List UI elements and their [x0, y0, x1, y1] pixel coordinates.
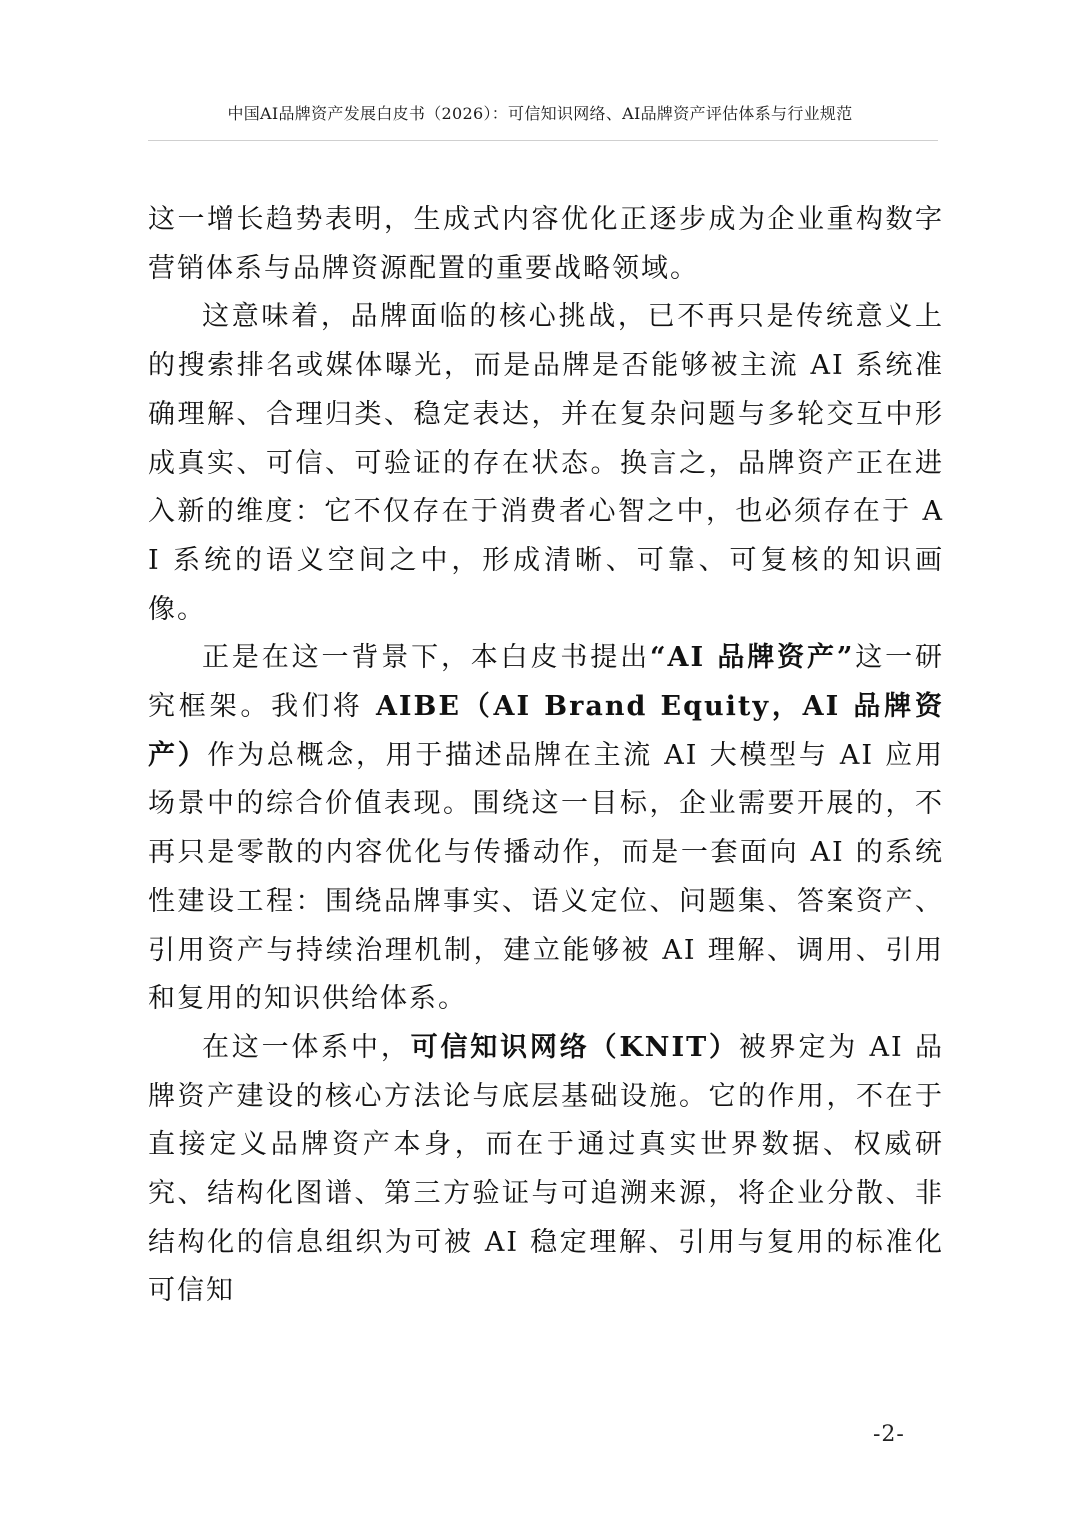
paragraph-text: 这一研究框架。我们将 — [148, 642, 945, 723]
paragraph-growth-trend: 这一增长趋势表明，生成式内容优化正逐步成为企业重构数字营销体系与品牌资源配置的重要战略领域。 — [148, 204, 944, 284]
running-header: 中国AI品牌资产发展白皮书（2026）：可信知识网络、AI品牌资产评估体系与行业规范 — [227, 104, 853, 123]
header-divider — [148, 140, 938, 141]
paragraph-core-challenge: 这意味着，品牌面临的核心挑战，已不再只是传统意义上的搜索排名或媒体曝光，而是品牌是否能够被主流 AI 系统准确理解、合理归类、稳定表达，并在复杂问题与多轮交互中形成真实、可信、可验证的存在状态。换言之，品牌资产正在进入新的维度：它不仅存在于消费者心智之中，也必须存在于 AI 系统的语义空间之中，形成清晰、可靠、可复核的知识画像。 — [148, 301, 944, 625]
paragraph-aibe-framework — [148, 634, 944, 1024]
paragraph-text: 正是在这一背景下，本白皮书提出 — [202, 642, 651, 674]
paragraph-text: 被界定为 AI 品牌资产建设的核心方法论与底层基础设施。它的作用，不在于直接定义品牌资产本身，而在于通过真实世界数据、权威研究、结构化图谱、第三方验证与可追溯来源，将企业分散、非结构化的信息组织为可被 AI 稳定理解、引用与复用的标准化可信知 — [148, 1031, 945, 1307]
term-knit: 可信知识网络（KNIT） — [410, 1031, 739, 1063]
paragraph-text: 在这一体系中， — [202, 1031, 411, 1063]
document-body — [148, 196, 944, 1316]
term-ai-brand-equity: “AI 品牌资产” — [650, 642, 855, 674]
term-aibe-definition: AIBE（AI Brand Equity，AI 品牌资产） — [148, 691, 944, 771]
paragraph-knit — [148, 1024, 944, 1316]
page-number: -2- — [873, 1422, 905, 1447]
paragraph-text: 作为总概念，用于描述品牌在主流 AI 大模型与 AI 应用场景中的综合价值表现。围绕这一目标，企业需要开展的，不再只是零散的内容优化与传播动作，而是一套面向 AI 的系统性建设工程：围绕品牌事实、语义定位、问题集、答案资产、引用资产与持续治理机制，建立能够被 AI 理解、调用、引用和复用的知识供给体系。 — [148, 739, 944, 1015]
